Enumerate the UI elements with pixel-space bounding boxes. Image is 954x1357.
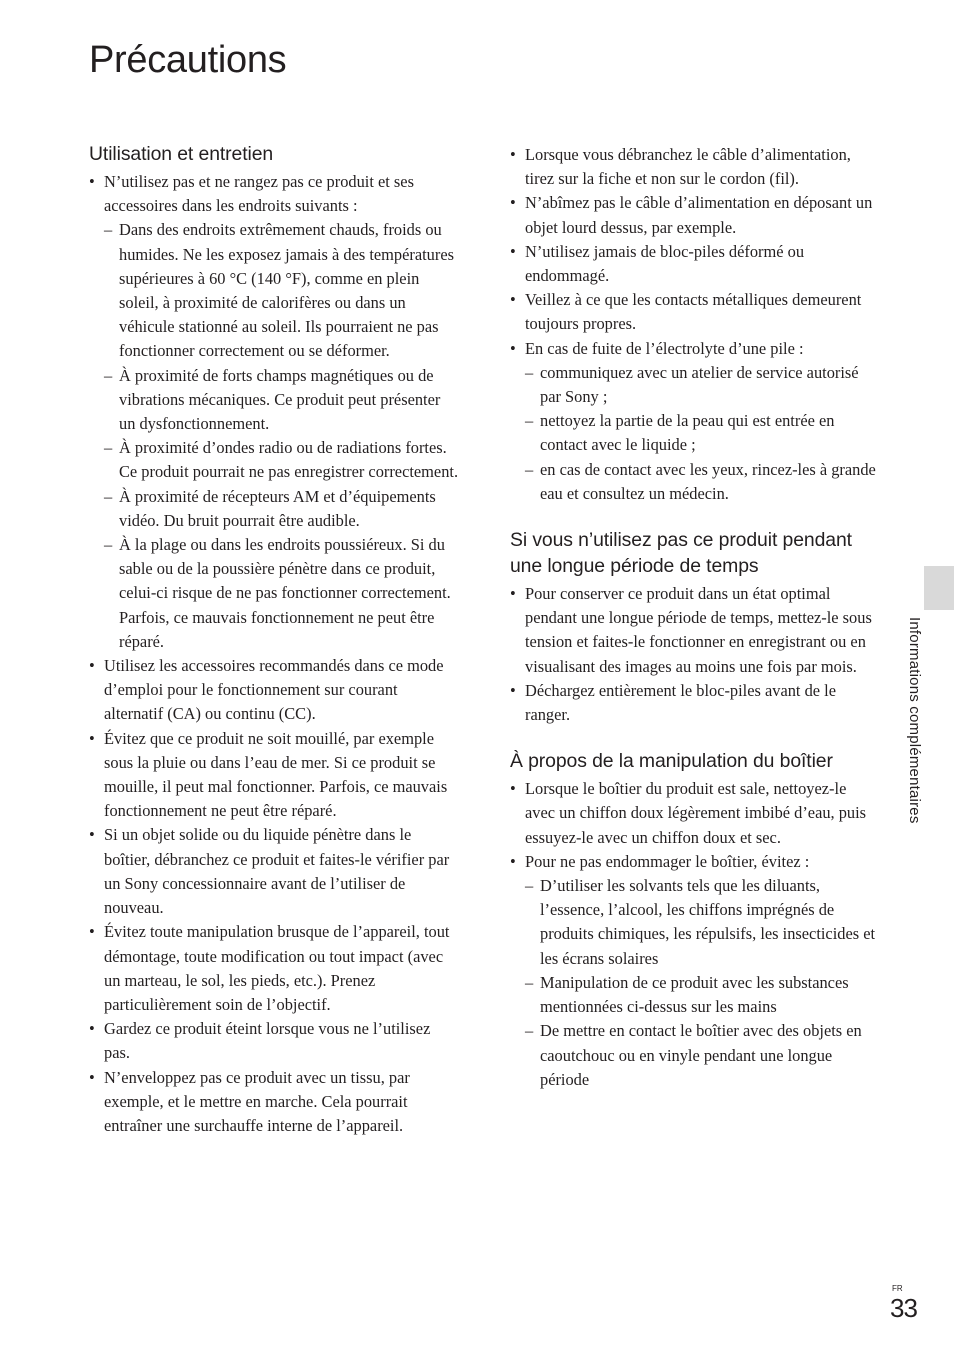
casing-list: [510, 777, 880, 1092]
list-item: • N’abîmez pas le câble d’alimentation en déposant un objet lourd dessus, par exemple.: [510, 191, 880, 239]
page-title: Précautions: [89, 39, 287, 81]
usage-list: [89, 170, 459, 1138]
storage-list: [510, 582, 880, 727]
list-item: • Veillez à ce que les contacts métalliques demeurent toujours propres.: [510, 288, 880, 336]
side-section-label: Informations complémentaires: [906, 617, 923, 824]
list-item: • N’enveloppez pas ce produit avec un tissu, par exemple, et le mettre en marche. Cela pourrait entraîner une surchauffe interne de l’appareil.: [89, 1066, 459, 1139]
list-item: • Gardez ce produit éteint lorsque vous ne l’utilisez pas.: [89, 1017, 459, 1065]
list-item-text: En cas de fuite de l’électrolyte d’une pile :: [525, 338, 804, 358]
sub-list-item: – D’utiliser les solvants tels que les diluants, l’essence, l’alcool, les chiffons imprégnés de produits chimiques, les répulsifs, les insecticides et les écrans solaires: [510, 874, 880, 971]
left-column: [89, 141, 459, 1138]
list-item: [510, 850, 880, 1092]
sub-list-item: – communiquez avec un atelier de service autorisé par Sony ;: [510, 361, 880, 409]
list-item: • Lorsque le boîtier du produit est sale, nettoyez-le avec un chiffon doux légèrement imbibé d’eau, puis essuyez-le avec un chiffon doux et sec.: [510, 777, 880, 850]
list-item: • Évitez que ce produit ne soit mouillé, par exemple sous la pluie ou dans l’eau de mer. Si ce produit se mouille, il peut mal fonctionner. Parfois, ce mauvais fonctionnement ne peut être réparé.: [89, 727, 459, 824]
right-column: [510, 143, 880, 1092]
sub-list-item: – De mettre en contact le boîtier avec des objets en caoutchouc ou en vinyle pendant une longue période: [510, 1019, 880, 1092]
section-tab-marker: [924, 566, 954, 610]
sub-list-item: – Dans des endroits extrêmement chauds, froids ou humides. Ne les exposez jamais à des températures supérieures à 60 °C (140 °F), comme en plein soleil, à proximité de calorifères ou dans un véhicule stationné au soleil. Ils pourraient ne pas fonctionner correctement ou se déformer.: [89, 218, 459, 363]
sub-list: [89, 218, 459, 654]
page-number: 33: [890, 1293, 917, 1323]
section-heading-casing: À propos de la manipulation du boîtier: [510, 750, 833, 773]
section-heading-storage: Si vous n’utilisez pas ce produit pendant une longue période de temps: [510, 529, 852, 578]
sub-list-item: – À proximité de forts champs magnétiques ou de vibrations mécaniques. Ce produit peut présenter un dysfonctionnement.: [89, 364, 459, 437]
list-item-text: N’utilisez pas et ne rangez pas ce produit et ses accessoires dans les endroits suivants :: [104, 172, 414, 216]
sub-list-item: – Manipulation de ce produit avec les substances mentionnées ci-dessus sur les mains: [510, 971, 880, 1019]
sub-list: [510, 361, 880, 506]
list-item: [510, 337, 880, 506]
sub-list-item: – À proximité d’ondes radio ou de radiations fortes. Ce produit pourrait ne pas enregistrer correctement.: [89, 436, 459, 484]
cable-battery-list: [510, 143, 880, 506]
list-item-text: Pour ne pas endommager le boîtier, évitez :: [525, 851, 810, 871]
list-item: • Pour conserver ce produit dans un état optimal pendant une longue période de temps, mettez-le sous tension et faites-le fonctionner en enregistrant ou en visualisant des images au moins une fois par mois.: [510, 582, 880, 679]
sub-list-item: – nettoyez la partie de la peau qui est entrée en contact avec le liquide ;: [510, 409, 880, 457]
page-language: FR: [892, 1284, 903, 1293]
list-item: [89, 170, 459, 654]
list-item: • N’utilisez jamais de bloc-piles déformé ou endommagé.: [510, 240, 880, 288]
section-heading-usage: Utilisation et entretien: [89, 143, 274, 165]
sub-list-item: – en cas de contact avec les yeux, rincez-les à grande eau et consultez un médecin.: [510, 458, 880, 506]
list-item: • Évitez toute manipulation brusque de l’appareil, tout démontage, toute modification ou tout impact (avec un marteau, le sol, les pieds, etc.). Prenez particulièrement soin de l’objectif.: [89, 920, 459, 1017]
list-item: • Déchargez entièrement le bloc-piles avant de le ranger.: [510, 679, 880, 727]
sub-list-item: – À proximité de récepteurs AM et d’équipements vidéo. Du bruit pourrait être audible.: [89, 485, 459, 533]
sub-list-item: – À la plage ou dans les endroits poussiéreux. Si du sable ou de la poussière pénètre dans ce produit, celui-ci risque de ne pas fonctionner correctement. Parfois, ce mauvais fonctionnement ne peut être réparé.: [89, 533, 459, 654]
list-item: • Si un objet solide ou du liquide pénètre dans le boîtier, débranchez ce produit et faites-le vérifier par un Sony concessionnaire avant de l’utiliser de nouveau.: [89, 823, 459, 920]
sub-list: [510, 874, 880, 1092]
list-item: • Lorsque vous débranchez le câble d’alimentation, tirez sur la fiche et non sur le cordon (fil).: [510, 143, 880, 191]
list-item: • Utilisez les accessoires recommandés dans ce mode d’emploi pour le fonctionnement sur courant alternatif (CA) ou continu (CC).: [89, 654, 459, 727]
